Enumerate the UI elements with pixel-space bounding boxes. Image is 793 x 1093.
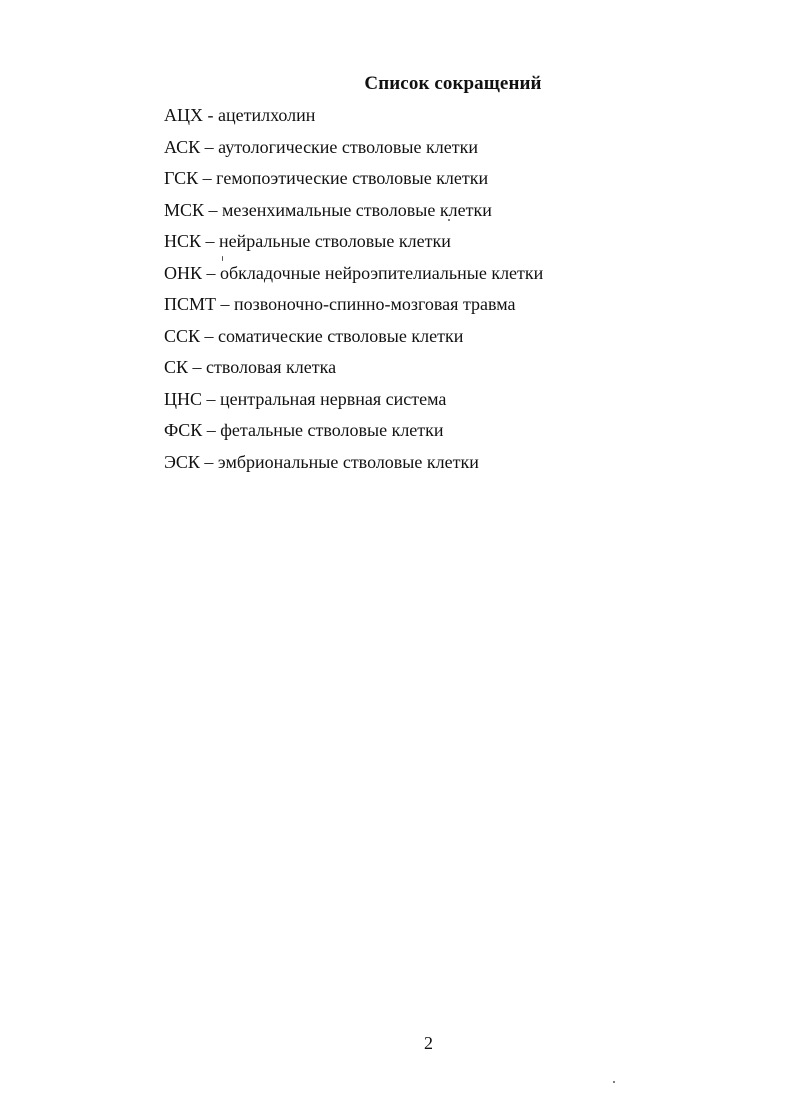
abbreviation-item: НСК – нейральные стволовые клетки — [164, 231, 451, 251]
abbreviation-item: ЦНС – центральная нервная система — [164, 388, 447, 409]
page-title: Список сокращений — [364, 73, 542, 94]
abbreviation-item: АСК – аутологические стволовые клетки — [164, 136, 478, 157]
abbreviation-item: ССК – соматические стволовые клетки — [164, 325, 464, 346]
abbreviation-item: АЦХ - ацетилхолин — [164, 105, 316, 125]
abbreviation-item: ПСМТ – позвоночно-спинно-мозговая травма — [164, 294, 516, 314]
scan-speck — [613, 1081, 615, 1083]
scan-speck — [222, 256, 223, 261]
page-number: 2 — [424, 1033, 433, 1053]
scan-speck — [448, 219, 450, 221]
abbreviation-item: ГСК – гемопоэтические стволовые клетки — [164, 168, 489, 188]
abbreviation-list — [164, 104, 543, 482]
abbreviation-item: ОНК – обкладочные нейроэпителиальные клетки — [164, 262, 544, 283]
abbreviation-item: СК – стволовая клетка — [164, 357, 337, 377]
abbreviation-item: ЭСК – эмбриональные стволовые клетки — [164, 451, 479, 472]
abbreviation-item: МСК – мезенхимальные стволовые клетки — [164, 199, 492, 220]
abbreviation-item: ФСК – фетальные стволовые клетки — [164, 420, 444, 440]
